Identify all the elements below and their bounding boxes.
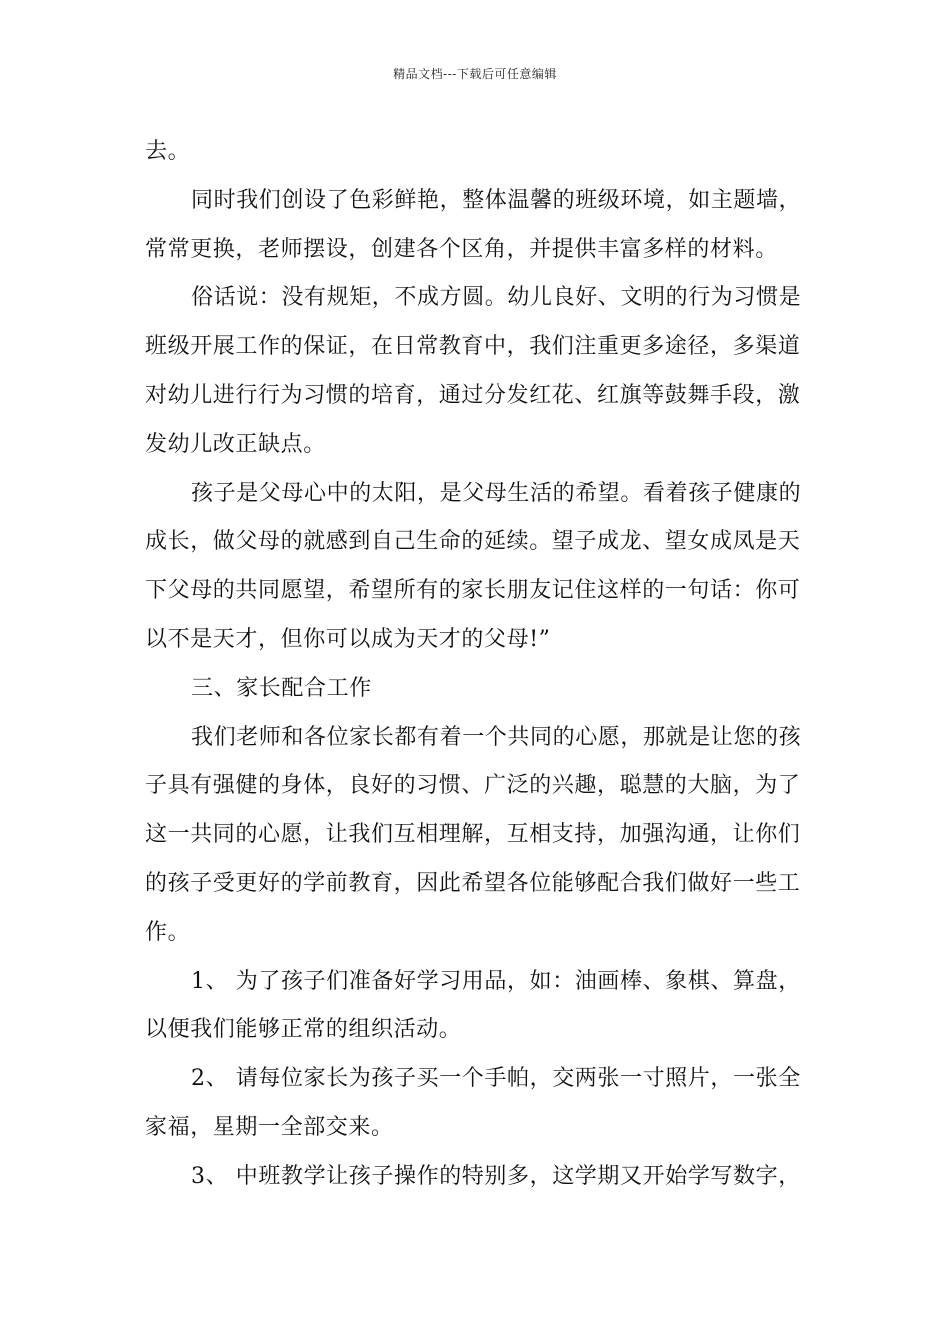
text-line: 俗话说：没有规矩，不成方圆。幼儿良好、文明的行为习惯是 [191,285,802,311]
text-line: 以便我们能够正常的组织活动。 [145,1017,462,1043]
text-line: 我们老师和各位家长都有着一个共同的心愿，那就是让您的孩 [191,724,802,750]
text-line: 作。 [145,919,191,945]
text-line: 以不是天才，但你可以成为天才的父母!” [145,626,551,652]
text-line: 这一共同的心愿，让我们互相理解，互相支持，加强沟通，让你们 [145,822,801,848]
text-line: 成长，做父母的就感到自己生命的延续。望子成龙、望女成凤是天 [145,529,801,555]
text-line: 发幼儿改正缺点。 [145,431,326,457]
page-header: 精品文档---下载后可任意编辑 [393,67,557,81]
list-item: 3、 中班教学让孩子操作的特别多，这学期又开始学写数字， [191,1163,801,1189]
text-line: 班级开展工作的保证，在日常教育中，我们注重更多途径，多渠道 [145,334,801,360]
text-line: 的孩子受更好的学前教育，因此希望各位能够配合我们做好一些工 [145,870,801,896]
list-item: 2、 请每位家长为孩子买一个手帕，交两张一寸照片，一张全 [191,1066,801,1092]
text-line: 同时我们创设了色彩鲜艳，整体温馨的班级环境，如主题墙， [191,187,802,213]
text-line: 去。 [145,139,191,164]
text-line: 常常更换，老师摆设，创建各个区角，并提供丰富多样的材料。 [145,236,778,262]
text-line: 子具有强健的身体，良好的习惯、广泛的兴趣，聪慧的大脑，为了 [145,773,801,799]
text-line: 对幼儿进行行为习惯的培育，通过分发红花、红旗等鼓舞手段，激 [145,382,801,408]
document-body [145,128,807,1202]
text-line: 下父母的共同愿望，希望所有的家长朋友记住这样的一句话：你可 [145,578,801,604]
text-line: 家福，星期一全部交来。 [145,1114,394,1140]
text-line: 孩子是父母心中的太阳，是父母生活的希望。看着孩子健康的 [191,480,802,506]
list-item: 1、 为了孩子们准备好学习用品，如：油画棒、象棋、算盘， [191,968,801,994]
section-heading: 三、家长配合工作 [191,675,372,701]
